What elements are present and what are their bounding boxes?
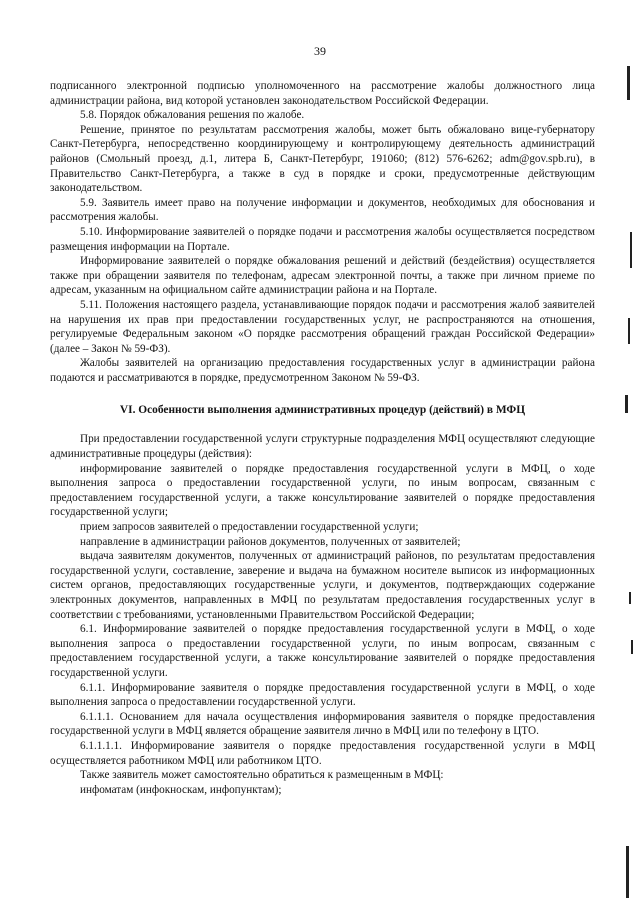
paragraph: При предоставлении государственной услуги структурные подразделения МФЦ осуществляют следующие административные процедуры (действия): <box>50 433 595 461</box>
paragraph: Информирование заявителей о порядке обжалования решений и действий (бездействия) осуществляется также при обращении заявителя по телефонам, адресам электронной почты, а также при личном приеме по адресам, указанным на официальном сайте администрации района и на Портале. <box>50 255 595 297</box>
paragraph: 6.1.1.1.1. Информирование заявителя о порядке предоставления государственной услуги в МФЦ осуществляется работником МФЦ или работником ЦТО. <box>50 739 595 767</box>
scan-edge-mark <box>628 318 630 344</box>
paragraph: 5.8. Порядок обжалования решения по жалобе. <box>80 109 305 122</box>
paragraph: инфоматам (инфокноскам, инфопунктам); <box>80 783 282 796</box>
paragraph: информирование заявителей о порядке предоставления государственной услуги в МФЦ, о ходе выполнения запроса о предоставлении государственной услуги, по иным вопросам, связанным с предоставлением государственной услуги, а также консультирование заявителей о порядке предоставления государственной услуги; <box>50 462 595 519</box>
scan-edge-mark <box>627 66 630 100</box>
scan-edge-mark <box>625 395 628 413</box>
paragraph: 6.1.1.1. Основанием для начала осуществления информирования заявителя о порядке предоставления государственной услуги в МФЦ является обращение заявителя лично в МФЦ или по телефону в ЦТО. <box>50 710 595 738</box>
paragraph: Также заявитель может самостоятельно обратиться к размещенным в МФЦ: <box>80 769 444 782</box>
document-body <box>50 79 595 797</box>
section-heading: VI. Особенности выполнения административных процедур (действий) в МФЦ <box>119 404 526 417</box>
scan-edge-mark <box>629 592 631 604</box>
scan-edge-mark <box>630 232 632 268</box>
paragraph: направление в администрации районов документов, полученных от заявителей; <box>80 535 461 548</box>
paragraph: 5.10. Информирование заявителей о порядке подачи и рассмотрения жалобы осуществляется посредством размещения информации на Портале. <box>50 225 595 253</box>
paragraph: 6.1. Информирование заявителей о порядке предоставления государственной услуги в МФЦ, о ходе выполнения запроса о предоставлении государственной услуги, по иным вопросам, связанным с предоставлением государственной услуги, а также консультирование заявителей о порядке предоставления государственной услуги. <box>50 623 595 679</box>
paragraph: 6.1.1. Информирование заявителя о порядке предоставления государственной услуги в МФЦ, о ходе выполнения запроса о предоставлении государственной услуги. <box>50 681 595 709</box>
paragraph: Жалобы заявителей на организацию предоставления государственных услуг в администрации района подаются и рассматриваются в порядке, предусмотренном Законом № 59-ФЗ. <box>50 357 595 384</box>
paragraph: 5.9. Заявитель имеет право на получение информации и документов, необходимых для обоснования и рассмотрения жалобы. <box>50 196 595 224</box>
paragraph: выдача заявителям документов, полученных от администраций районов, по результатам предоставления государственной услуги, составление, заверение и выдача на бумажном носителе выписок из информационных систем органов, предоставляющих государственные услуги, и документов, подтверждающих содержание электронных документов, направленных в МФЦ по результатам предоставления государственных услуг в соответствии с требованиями, установленными Правительством Российской Федерации; <box>50 550 595 621</box>
paragraph: прием запросов заявителей о предоставлении государственной услуги; <box>80 521 419 534</box>
paragraph: подписанного электронной подписью уполномоченного на рассмотрение жалобы должностного лица администрации района, вид которой установлен законодательством Российской Федерации. <box>50 80 595 107</box>
scan-edge-mark <box>626 846 629 898</box>
paragraph: Решение, принятое по результатам рассмотрения жалобы, может быть обжаловано вице-губернатору Санкт-Петербурга, непосредственно координирующему и контролирующему деятельность администраций районов (Смольный проезд, д.1, литера Б, Санкт-Петербург, 191060; (812) 576-6262; adm@gov.spb.ru), в Правительство Санкт-Петербурга, а также в суд в порядке и сроки, предусмотренные действующим законодательством. <box>50 123 595 195</box>
paragraph: 5.11. Положения настоящего раздела, устанавливающие порядок подачи и рассмотрения жалоб заявителей на нарушения их прав при предоставлении государственных услуг, не распространяются на отношения, регулируемые Федеральным законом «О порядке рассмотрения обращений граждан Российской Федерации» (далее – Закон № 59-ФЗ). <box>50 298 595 355</box>
page-number: 39 <box>314 44 326 58</box>
scan-edge-mark <box>631 640 633 654</box>
